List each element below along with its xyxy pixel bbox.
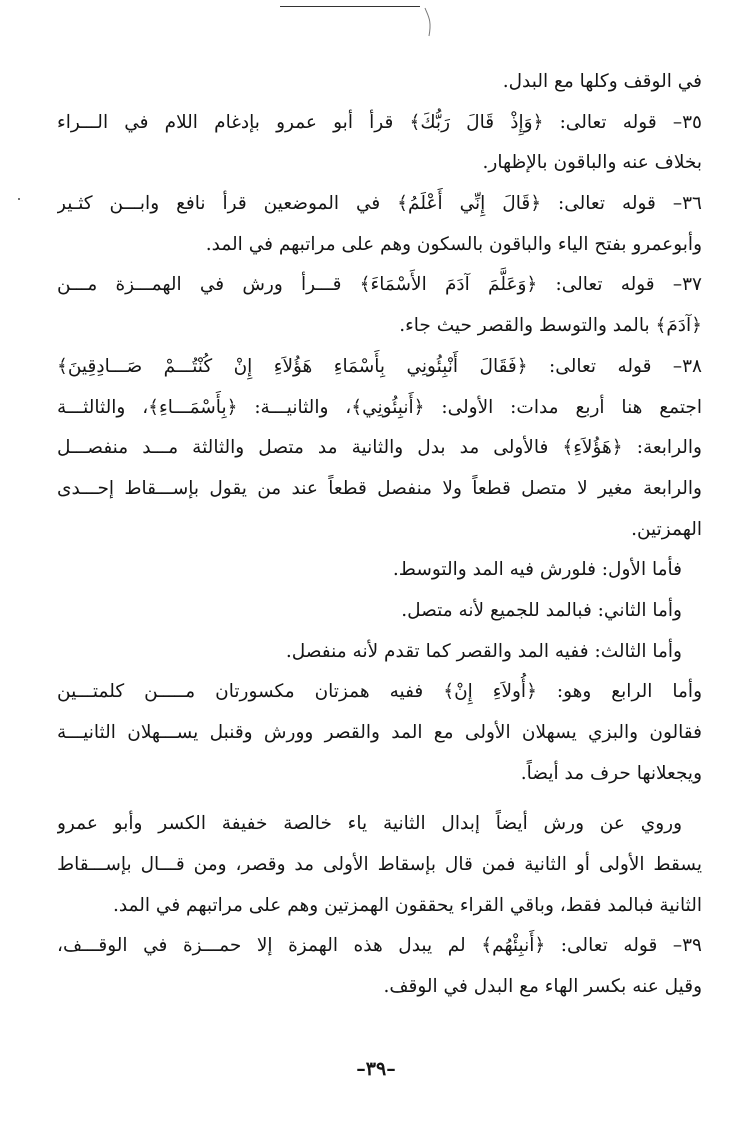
scan-mark bbox=[424, 6, 434, 38]
text-line: ٣٦– قوله تعالى: ﴿قَالَ إِنِّي أَعْلَمُ﴾ في الموضعين قرأ نافع وابـــن كثـير bbox=[57, 193, 702, 215]
text-line: وأما الثالث: ففيه المد والقصر كما تقدم لأنه منفصل. bbox=[285, 640, 682, 662]
text-line: وروي عن ورش أيضاً إبدال الثانية ياء خالصة خفيفة الكسر وأبو عمرو bbox=[57, 813, 682, 835]
text-line: ٣٩– قوله تعالى: ﴿أَنبِئْهُم﴾ لم يبدل هذه الهمزة إلا حمـــزة في الوقـــف، bbox=[57, 935, 702, 957]
paragraph-gap bbox=[57, 794, 702, 804]
page-number: –٣٩– bbox=[356, 1058, 396, 1080]
text-line: ﴿آدَمَ﴾ بالمد والتوسط والقصر حيث جاء. bbox=[399, 315, 702, 337]
text-line: ٣٨– قوله تعالى: ﴿فَقَالَ أَنْبِئُونِي بِأَسْمَاءِ هَؤُلاَءِ إِنْ كُنْتُـــمْ صَـــادِقِينَ﴾ bbox=[57, 355, 702, 377]
text-line: ٣٧– قوله تعالى: ﴿وَعَلَّمَ آدَمَ الأَسْمَاءَ﴾ قـــرأ ورش في الهمـــزة مـــن bbox=[57, 274, 702, 296]
text-line: وأما الرابع وهو: ﴿أُولاَءِ إِنْ﴾ ففيه همزتان مكسورتان مـــــن كلمتـــين bbox=[57, 681, 702, 703]
text-line: فأما الأول: فلورش فيه المد والتوسط. bbox=[392, 559, 682, 581]
text-line: فقالون والبزي يسهلان الأولى مع المد والقصر وورش وقنبل يســـهلان الثانيـــة bbox=[57, 722, 702, 743]
top-rule bbox=[280, 6, 420, 7]
text-line: والرابعة: ﴿هَؤُلاَءِ﴾ فالأولى مد بدل والثانية مد متصل والثالثة مـــد منفصـــل bbox=[57, 437, 702, 459]
text-line: الثانية فبالمد فقط، وباقي القراء يحققون الهمزتين وهم على مراتبهم في المد. bbox=[112, 894, 702, 916]
text-line: الهمزتين. bbox=[631, 518, 702, 540]
text-line: اجتمع هنا أربع مدات: الأولى: ﴿أَنبِئُونِي﴾، والثانيـــة: ﴿بِأَسْمَـــاءِ﴾، والثالثـــة bbox=[57, 396, 702, 418]
text-line: وقيل عنه بكسر الهاء مع البدل في الوقف. bbox=[383, 976, 702, 998]
text-line: ٣٥– قوله تعالى: ﴿وَإِذْ قَالَ رَبُّكَ﴾ قرأ أبو عمرو بإدغام اللام في الـــراء bbox=[57, 111, 702, 133]
text-line: ويجعلانها حرف مد أيضاً. bbox=[520, 762, 702, 784]
text-line: في الوقف وكلها مع البدل. bbox=[502, 71, 702, 92]
page-body bbox=[57, 62, 702, 1008]
text-line: وأبوعمرو بفتح الياء والباقون بالسكون وهم على مراتبهم في المد. bbox=[205, 233, 702, 255]
scan-dot bbox=[18, 198, 20, 200]
text-line: بخلاف عنه والباقون بالإظهار. bbox=[482, 152, 702, 174]
text-line: والرابعة مغير لا متصل قطعاً ولا منفصل قطعاً عند من يقول بإســـقاط إحـــدى bbox=[57, 477, 702, 499]
text-line: وأما الثاني: فبالمد للجميع لأنه متصل. bbox=[401, 599, 682, 621]
text-line: يسقط الأولى أو الثانية فمن قال بإسقاط الأولى مد وقصر، ومن قـــال بإســـقاط bbox=[57, 854, 702, 876]
